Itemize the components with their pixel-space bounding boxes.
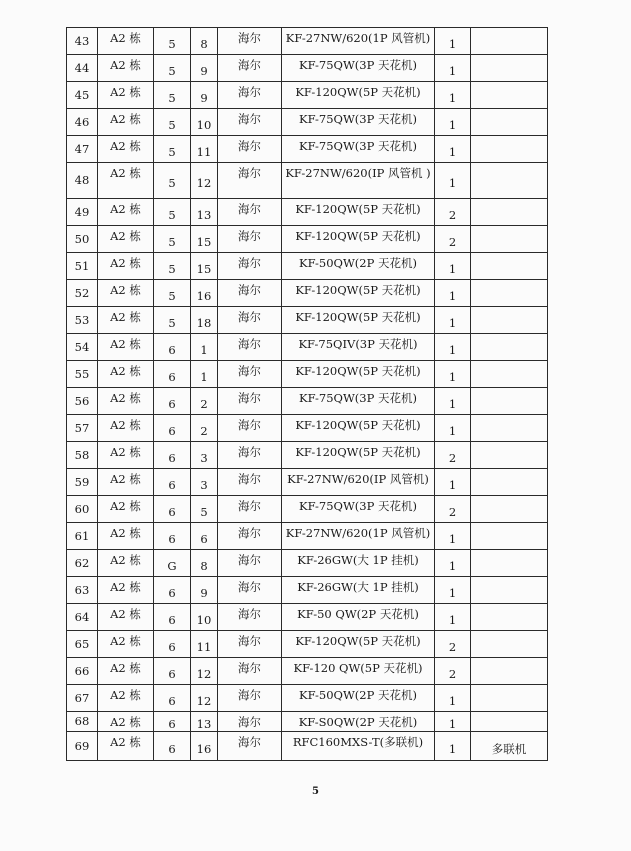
table-row: [67, 523, 548, 550]
building-cell: A2 栋: [98, 307, 154, 334]
floor-cell: 5: [154, 109, 191, 136]
brand-cell: 海尔: [218, 631, 282, 658]
brand-cell: 海尔: [218, 604, 282, 631]
room-cell: 6: [191, 523, 218, 550]
model-cell: KF-120QW(5P 天花机): [282, 307, 435, 334]
quantity-cell: 1: [435, 523, 471, 550]
table-row: [67, 550, 548, 577]
room-cell: 9: [191, 82, 218, 109]
note-cell: [471, 631, 548, 658]
note-cell: [471, 82, 548, 109]
building-cell: A2 栋: [98, 577, 154, 604]
note-cell: [471, 388, 548, 415]
quantity-cell: 1: [435, 685, 471, 712]
model-cell: KF-120 QW(5P 天花机): [282, 658, 435, 685]
row-number-cell: 45: [67, 82, 98, 109]
building-cell: A2 栋: [98, 109, 154, 136]
floor-cell: 6: [154, 334, 191, 361]
floor-cell: 5: [154, 28, 191, 55]
table-row: [67, 577, 548, 604]
row-number-cell: 61: [67, 523, 98, 550]
row-number-cell: 69: [67, 732, 98, 761]
quantity-cell: 2: [435, 658, 471, 685]
note-cell: [471, 442, 548, 469]
table-row: [67, 163, 548, 199]
floor-cell: 5: [154, 163, 191, 199]
model-cell: KF-27NW/620(IP 风管机): [282, 469, 435, 496]
table-row: [67, 388, 548, 415]
row-number-cell: 43: [67, 28, 98, 55]
table-row: [67, 361, 548, 388]
table-row: [67, 199, 548, 226]
brand-cell: 海尔: [218, 55, 282, 82]
page-number: 5: [312, 786, 319, 797]
note-cell: [471, 253, 548, 280]
table-row: [67, 334, 548, 361]
brand-cell: 海尔: [218, 388, 282, 415]
model-cell: KF-120QW(5P 天花机): [282, 199, 435, 226]
room-cell: 2: [191, 415, 218, 442]
brand-cell: 海尔: [218, 136, 282, 163]
brand-cell: 海尔: [218, 280, 282, 307]
quantity-cell: 2: [435, 226, 471, 253]
note-cell: [471, 163, 548, 199]
building-cell: A2 栋: [98, 226, 154, 253]
model-cell: KF-75QW(3P 天花机): [282, 388, 435, 415]
row-number-cell: 51: [67, 253, 98, 280]
table-row: [67, 712, 548, 732]
floor-cell: 5: [154, 307, 191, 334]
model-cell: KF-27NW/620(IP 风管机 ): [282, 163, 435, 199]
brand-cell: 海尔: [218, 577, 282, 604]
row-number-cell: 68: [67, 712, 98, 732]
note-cell: [471, 577, 548, 604]
table-row: [67, 226, 548, 253]
building-cell: A2 栋: [98, 523, 154, 550]
building-cell: A2 栋: [98, 712, 154, 732]
model-cell: KF-75QW(3P 天花机): [282, 55, 435, 82]
quantity-cell: 1: [435, 550, 471, 577]
quantity-cell: 1: [435, 163, 471, 199]
brand-cell: 海尔: [218, 253, 282, 280]
row-number-cell: 53: [67, 307, 98, 334]
row-number-cell: 46: [67, 109, 98, 136]
building-cell: A2 栋: [98, 550, 154, 577]
building-cell: A2 栋: [98, 415, 154, 442]
building-cell: A2 栋: [98, 442, 154, 469]
brand-cell: 海尔: [218, 82, 282, 109]
room-cell: 12: [191, 685, 218, 712]
model-cell: KF-75QW(3P 天花机): [282, 496, 435, 523]
model-cell: KF-50QW(2P 天花机): [282, 685, 435, 712]
model-cell: KF-27NW/620(1P 风管机): [282, 28, 435, 55]
floor-cell: 6: [154, 658, 191, 685]
quantity-cell: 1: [435, 334, 471, 361]
model-cell: KF-50QW(2P 天花机): [282, 253, 435, 280]
brand-cell: 海尔: [218, 307, 282, 334]
floor-cell: 6: [154, 523, 191, 550]
row-number-cell: 57: [67, 415, 98, 442]
brand-cell: 海尔: [218, 109, 282, 136]
model-cell: KF-26GW(大 1P 挂机): [282, 550, 435, 577]
model-cell: KF-S0QW(2P 天花机): [282, 712, 435, 732]
row-number-cell: 62: [67, 550, 98, 577]
floor-cell: 6: [154, 732, 191, 761]
quantity-cell: 1: [435, 415, 471, 442]
brand-cell: 海尔: [218, 28, 282, 55]
quantity-cell: 2: [435, 496, 471, 523]
equipment-table: [66, 27, 548, 761]
floor-cell: 5: [154, 253, 191, 280]
note-cell: [471, 28, 548, 55]
room-cell: 16: [191, 732, 218, 761]
room-cell: 12: [191, 163, 218, 199]
building-cell: A2 栋: [98, 55, 154, 82]
quantity-cell: 1: [435, 577, 471, 604]
quantity-cell: 1: [435, 361, 471, 388]
table-row: [67, 109, 548, 136]
row-number-cell: 52: [67, 280, 98, 307]
room-cell: 13: [191, 712, 218, 732]
table-row: [67, 496, 548, 523]
building-cell: A2 栋: [98, 280, 154, 307]
model-cell: KF-75QW(3P 天花机): [282, 136, 435, 163]
note-cell: [471, 415, 548, 442]
quantity-cell: 2: [435, 631, 471, 658]
model-cell: KF-120QW(5P 天花机): [282, 280, 435, 307]
model-cell: KF-50 QW(2P 天花机): [282, 604, 435, 631]
note-cell: 多联机: [471, 732, 548, 761]
floor-cell: 6: [154, 577, 191, 604]
quantity-cell: 1: [435, 55, 471, 82]
building-cell: A2 栋: [98, 163, 154, 199]
note-cell: [471, 550, 548, 577]
brand-cell: 海尔: [218, 334, 282, 361]
building-cell: A2 栋: [98, 496, 154, 523]
brand-cell: 海尔: [218, 199, 282, 226]
note-cell: [471, 199, 548, 226]
table-row: [67, 307, 548, 334]
model-cell: KF-27NW/620(1P 风管机): [282, 523, 435, 550]
room-cell: 2: [191, 388, 218, 415]
quantity-cell: 1: [435, 136, 471, 163]
row-number-cell: 48: [67, 163, 98, 199]
model-cell: KF-75QIV(3P 天花机): [282, 334, 435, 361]
note-cell: [471, 658, 548, 685]
floor-cell: 6: [154, 442, 191, 469]
brand-cell: 海尔: [218, 732, 282, 761]
model-cell: RFC160MXS-T(多联机): [282, 732, 435, 761]
floor-cell: 5: [154, 199, 191, 226]
floor-cell: 6: [154, 712, 191, 732]
brand-cell: 海尔: [218, 361, 282, 388]
brand-cell: 海尔: [218, 550, 282, 577]
floor-cell: 6: [154, 388, 191, 415]
row-number-cell: 59: [67, 469, 98, 496]
note-cell: [471, 712, 548, 732]
room-cell: 13: [191, 199, 218, 226]
room-cell: 3: [191, 469, 218, 496]
floor-cell: 5: [154, 136, 191, 163]
model-cell: KF-120QW(5P 天花机): [282, 226, 435, 253]
floor-cell: 5: [154, 226, 191, 253]
table-row: [67, 442, 548, 469]
brand-cell: 海尔: [218, 658, 282, 685]
row-number-cell: 65: [67, 631, 98, 658]
building-cell: A2 栋: [98, 388, 154, 415]
floor-cell: 6: [154, 604, 191, 631]
quantity-cell: 1: [435, 253, 471, 280]
note-cell: [471, 307, 548, 334]
building-cell: A2 栋: [98, 469, 154, 496]
building-cell: A2 栋: [98, 732, 154, 761]
row-number-cell: 47: [67, 136, 98, 163]
note-cell: [471, 334, 548, 361]
building-cell: A2 栋: [98, 685, 154, 712]
brand-cell: 海尔: [218, 442, 282, 469]
floor-cell: 6: [154, 496, 191, 523]
brand-cell: 海尔: [218, 685, 282, 712]
building-cell: A2 栋: [98, 631, 154, 658]
room-cell: 9: [191, 577, 218, 604]
row-number-cell: 60: [67, 496, 98, 523]
row-number-cell: 56: [67, 388, 98, 415]
room-cell: 10: [191, 604, 218, 631]
room-cell: 15: [191, 226, 218, 253]
building-cell: A2 栋: [98, 253, 154, 280]
room-cell: 18: [191, 307, 218, 334]
room-cell: 11: [191, 136, 218, 163]
building-cell: A2 栋: [98, 658, 154, 685]
note-cell: [471, 523, 548, 550]
building-cell: A2 栋: [98, 604, 154, 631]
model-cell: KF-120QW(5P 天花机): [282, 82, 435, 109]
row-number-cell: 49: [67, 199, 98, 226]
floor-cell: 6: [154, 415, 191, 442]
building-cell: A2 栋: [98, 334, 154, 361]
note-cell: [471, 280, 548, 307]
model-cell: KF-26GW(大 1P 挂机): [282, 577, 435, 604]
table-row: [67, 253, 548, 280]
floor-cell: 5: [154, 280, 191, 307]
model-cell: KF-120QW(5P 天花机): [282, 631, 435, 658]
table-row: [67, 469, 548, 496]
quantity-cell: 1: [435, 604, 471, 631]
quantity-cell: 1: [435, 307, 471, 334]
quantity-cell: 1: [435, 469, 471, 496]
quantity-cell: 1: [435, 280, 471, 307]
building-cell: A2 栋: [98, 28, 154, 55]
row-number-cell: 58: [67, 442, 98, 469]
quantity-cell: 1: [435, 732, 471, 761]
floor-cell: 5: [154, 55, 191, 82]
table-body: [67, 28, 548, 761]
brand-cell: 海尔: [218, 226, 282, 253]
room-cell: 16: [191, 280, 218, 307]
building-cell: A2 栋: [98, 136, 154, 163]
note-cell: [471, 361, 548, 388]
table-row: [67, 82, 548, 109]
model-cell: KF-120QW(5P 天花机): [282, 415, 435, 442]
note-cell: [471, 469, 548, 496]
table-row: [67, 136, 548, 163]
brand-cell: 海尔: [218, 163, 282, 199]
note-cell: [471, 136, 548, 163]
floor-cell: 6: [154, 361, 191, 388]
brand-cell: 海尔: [218, 523, 282, 550]
floor-cell: 6: [154, 631, 191, 658]
row-number-cell: 66: [67, 658, 98, 685]
floor-cell: 6: [154, 685, 191, 712]
quantity-cell: 2: [435, 442, 471, 469]
room-cell: 15: [191, 253, 218, 280]
room-cell: 10: [191, 109, 218, 136]
room-cell: 8: [191, 550, 218, 577]
brand-cell: 海尔: [218, 469, 282, 496]
room-cell: 1: [191, 334, 218, 361]
room-cell: 11: [191, 631, 218, 658]
row-number-cell: 64: [67, 604, 98, 631]
model-cell: KF-120QW(5P 天花机): [282, 361, 435, 388]
quantity-cell: 1: [435, 82, 471, 109]
model-cell: KF-120QW(5P 天花机): [282, 442, 435, 469]
table-row: [67, 732, 548, 761]
brand-cell: 海尔: [218, 496, 282, 523]
table-row: [67, 55, 548, 82]
table-row: [67, 280, 548, 307]
note-cell: [471, 685, 548, 712]
quantity-cell: 1: [435, 28, 471, 55]
table-row: [67, 604, 548, 631]
quantity-cell: 1: [435, 388, 471, 415]
room-cell: 3: [191, 442, 218, 469]
note-cell: [471, 55, 548, 82]
table-row: [67, 415, 548, 442]
quantity-cell: 2: [435, 199, 471, 226]
brand-cell: 海尔: [218, 712, 282, 732]
table-row: [67, 658, 548, 685]
row-number-cell: 63: [67, 577, 98, 604]
building-cell: A2 栋: [98, 361, 154, 388]
room-cell: 5: [191, 496, 218, 523]
quantity-cell: 1: [435, 712, 471, 732]
room-cell: 9: [191, 55, 218, 82]
row-number-cell: 67: [67, 685, 98, 712]
room-cell: 12: [191, 658, 218, 685]
note-cell: [471, 496, 548, 523]
building-cell: A2 栋: [98, 199, 154, 226]
row-number-cell: 55: [67, 361, 98, 388]
row-number-cell: 50: [67, 226, 98, 253]
note-cell: [471, 109, 548, 136]
building-cell: A2 栋: [98, 82, 154, 109]
row-number-cell: 44: [67, 55, 98, 82]
note-cell: [471, 604, 548, 631]
floor-cell: G: [154, 550, 191, 577]
table-row: [67, 28, 548, 55]
room-cell: 1: [191, 361, 218, 388]
table-row: [67, 685, 548, 712]
model-cell: KF-75QW(3P 天花机): [282, 109, 435, 136]
note-cell: [471, 226, 548, 253]
floor-cell: 6: [154, 469, 191, 496]
row-number-cell: 54: [67, 334, 98, 361]
room-cell: 8: [191, 28, 218, 55]
brand-cell: 海尔: [218, 415, 282, 442]
quantity-cell: 1: [435, 109, 471, 136]
table-row: [67, 631, 548, 658]
floor-cell: 5: [154, 82, 191, 109]
